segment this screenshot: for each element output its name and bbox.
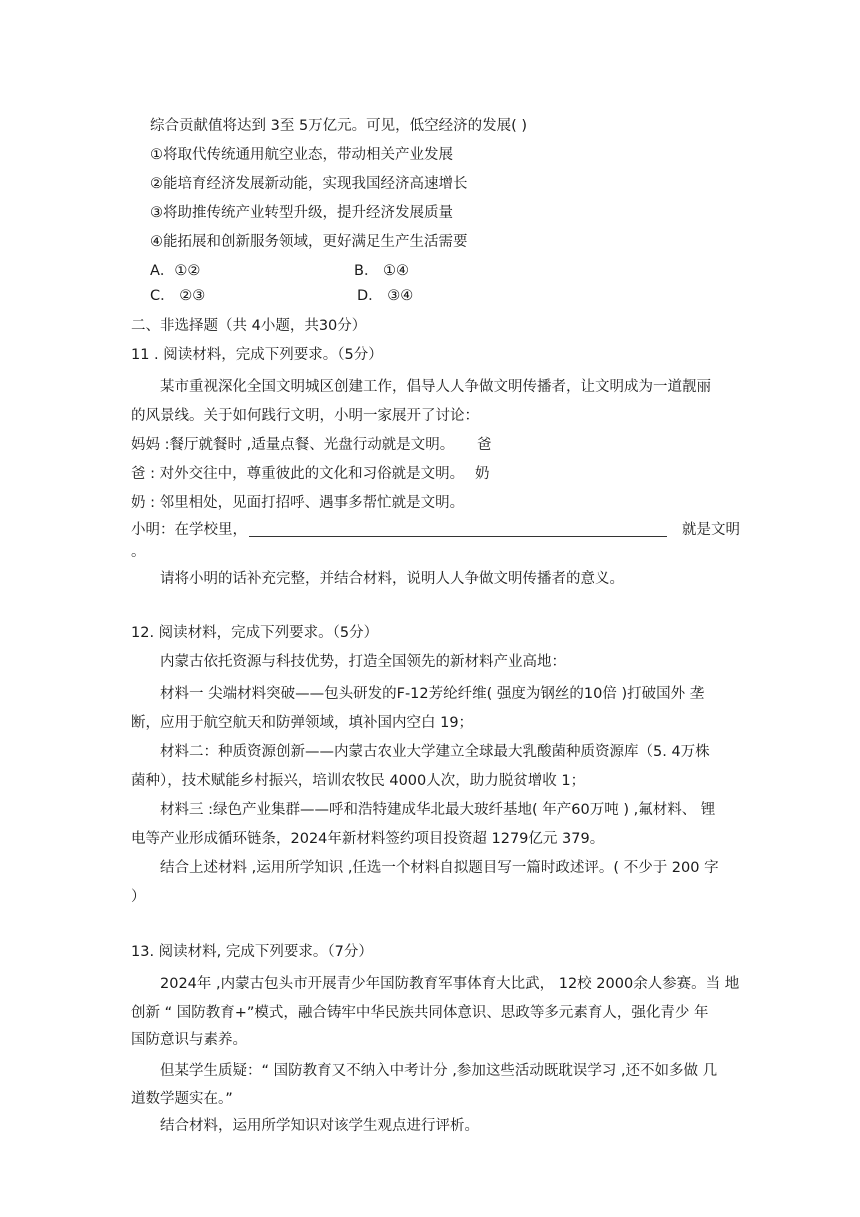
q13-task: 结合材料，运用所学知识对该学生观点进行评析。 — [160, 1118, 479, 1134]
q12-task-line-2: ） — [131, 889, 146, 905]
q11-xiaoming-line-end: 。 — [131, 544, 146, 560]
q13-paragraph-2-line-1: 但某学生质疑：“ 国防教育又不纳入中考计分 ,参加这些活动既耽误学习 ,还不如多做 几 — [160, 1063, 718, 1079]
q10-choice-b: B． ①④ — [354, 263, 410, 279]
q11-dad-line: 爸 : 对外交往中，尊重彼此的文化和习俗就是文明。 — [131, 466, 465, 482]
q13-paragraph-1-line-3: 国防意识与素养。 — [131, 1032, 247, 1048]
q11-paragraph-line-1: 某市重视深化全国文明城区创建工作，倡导人人争做文明传播者，让文明成为一道靓丽 — [160, 379, 711, 395]
q11-dad-line-tail: 奶 — [475, 466, 490, 482]
q12-task-line-1: 结合上述材料 ,运用所学知识 ,任选一个材料自拟题目写一篇时政述评。( 不少于 200 字 — [160, 860, 719, 876]
q12-material-3-line-2: 电等产业形成循环链条，2024年新材料签约项目投资超 1279亿元 379。 — [131, 831, 605, 847]
q11-xiaoming-line-tail: 就是文明 — [682, 522, 740, 538]
q12-material-2-line-1: 材料二：种质资源创新——内蒙古农业大学建立全球最大乳酸菌种质资源库（5. 4万株 — [160, 744, 710, 760]
section-heading: 二、非选择题（共 4小题，共30分） — [131, 318, 367, 334]
q10-stem: 综合贡献值将达到 3至 5万亿元。可见，低空经济的发展( ) — [150, 118, 528, 134]
q11-mom-line: 妈妈 :餐厅就餐时 ,适量点餐、光盘行动就是文明。 — [131, 437, 455, 453]
q11-title: 11 . 阅读材料，完成下列要求。（5分） — [131, 347, 383, 363]
q10-choice-d: D． ③④ — [357, 288, 414, 304]
q11-mom-line-tail: 爸 — [477, 437, 492, 453]
q12-material-1-line-1: 材料一 尖端材料突破——包头研发的F-12芳纶纤维( 强度为钢丝的10倍 )打破国外 垄 — [160, 686, 705, 702]
q12-intro: 内蒙古依托资源与科技优势，打造全国领先的新材料产业高地： — [160, 654, 566, 670]
q12-material-2-line-2: 菌种），技术赋能乡村振兴，培训农牧民 4000人次，助力脱贫增收 1； — [131, 773, 586, 789]
q10-choice-c: C． ②③ — [150, 288, 206, 304]
q11-paragraph-line-2: 的风景线。关于如何践行文明，小明一家展开了讨论： — [131, 408, 479, 424]
q10-option-2: ②能培育经济发展新动能，实现我国经济高速增长 — [150, 176, 468, 192]
q13-title: 13. 阅读材料, 完成下列要求。（7分） — [131, 944, 373, 960]
q12-material-1-line-2: 断，应用于航空航天和防弹领域，填补国内空白 19； — [131, 715, 474, 731]
q12-title: 12. 阅读材料，完成下列要求。（5分） — [131, 625, 379, 641]
q11-grandma-line: 奶 : 邻里相处，见面打招呼、遇事多帮忙就是文明。 — [131, 495, 465, 511]
q10-option-3: ③将助推传统产业转型升级，提升经济发展质量 — [150, 205, 453, 221]
q10-option-4: ④能拓展和创新服务领域，更好满足生产生活需要 — [150, 234, 468, 250]
q10-option-1: ①将取代传统通用航空业态，带动相关产业发展 — [150, 147, 453, 163]
q12-material-3-line-1: 材料三 :绿色产业集群——呼和浩特建成华北最大玻纤基地( 年产60万吨 ) ,氟材料、 锂 — [160, 802, 716, 818]
q10-choice-a: A．①② — [150, 263, 201, 279]
q11-task: 请将小明的话补充完整，并结合材料，说明人人争做文明传播者的意义。 — [160, 571, 624, 587]
q13-paragraph-1-line-1: 2024年 ,内蒙古包头市开展青少年国防教育军事体育大比武， 12校 2000余人参赛。当 地 — [160, 976, 740, 992]
q11-xiaoming-line: 小明：在学校里， — [131, 522, 247, 538]
q13-paragraph-2-line-2: 道数学题实在。” — [131, 1091, 233, 1107]
q11-answer-blank[interactable] — [249, 536, 667, 537]
q13-paragraph-1-line-2: 创新 “ 国防教育+”模式，融合铸牢中华民族共同体意识、思政等多元素育人，强化青少 年 — [131, 1005, 709, 1021]
